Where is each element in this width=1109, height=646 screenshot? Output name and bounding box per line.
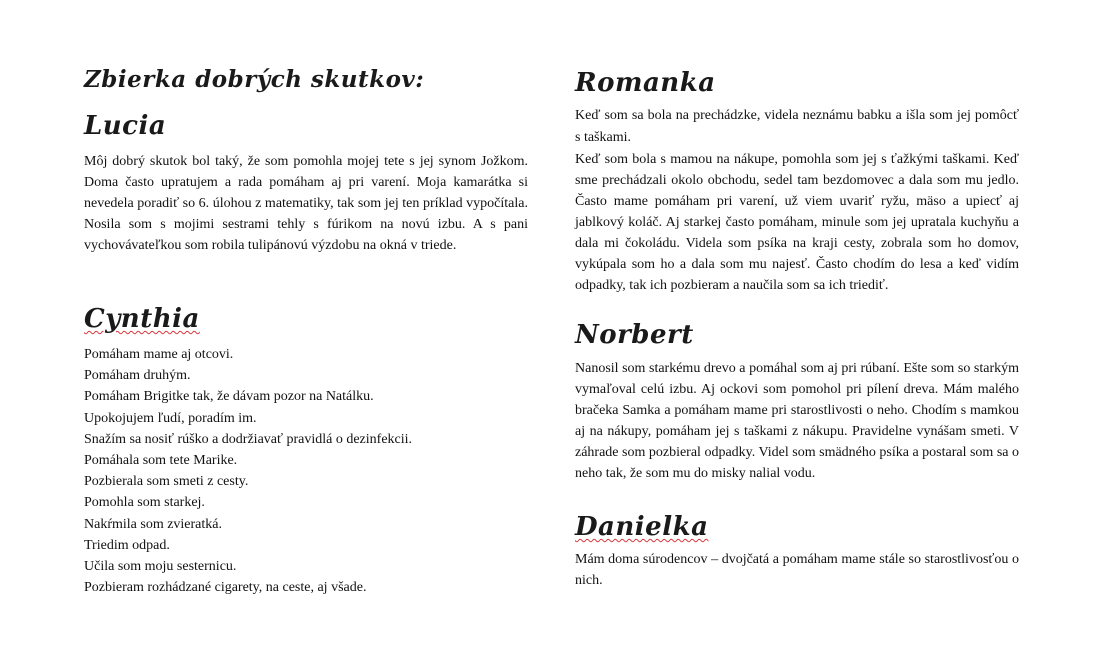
list-item: Pozbieram rozhádzané cigarety, na ceste, aj všade.: [84, 580, 367, 596]
cynthia-list: [84, 344, 528, 598]
section-heading-lucia: Lucia: [84, 111, 167, 141]
list-item: Upokojujem ľudí, poradím im.: [84, 410, 257, 426]
list-item: Pomáhala som tete Marike.: [84, 453, 238, 469]
section-heading-danielka: Danielka: [575, 512, 709, 542]
section-heading-cynthia: Cynthia: [84, 304, 200, 334]
list-item: Učila som moju sesternicu.: [84, 559, 237, 575]
list-item: Pozbierala som smeti z cesty.: [84, 474, 249, 490]
document-title: Zbierka dobrých skutkov:: [84, 66, 425, 93]
list-item: Triedim odpad.: [84, 537, 170, 553]
section-text-romanka-1: Keď som sa bola na prechádzke, videla neznámu babku a išla som jej pomôcť s taškami.: [575, 108, 1019, 145]
section-text-danielka: Mám doma súrodencov – dvojčatá a pomáham mame stále so starostlivosťou o nich.: [575, 552, 1019, 588]
list-item: Pomohla som starkej.: [84, 495, 205, 511]
section-heading-romanka: Romanka: [575, 68, 716, 98]
list-item: Pomáham mame aj otcovi.: [84, 347, 234, 362]
section-text-norbert: Nanosil som starkému drevo a pomáhal som aj pri rúbaní. Ešte som so starkým vymaľoval celú izbu. Aj ockovi som pomohol pri pílení dreva. Mám malého bračeka Samka a pomáham mame pri starostlivosti o neho. Chodím s mamkou aj na nákupy, pomáham jej s taškami z nákupu. Pravidelne vynášam smeti. V záhrade som pozbieral odpadky. Videl som smädného psíka a postaral som sa o neho tak, že som mu do misky nalial vodu.: [575, 361, 1019, 481]
list-item: Nakŕmila som zvieratká.: [84, 516, 223, 532]
section-text-lucia: Môj dobrý skutok bol taký, že som pomohla mojej tete s jej synom Jožkom. Doma často upratujem a rada pomáham aj pri varení. Moja kamarátka si nevedela poradiť so 6. úlohou z matematiky, tak som jej ten príklad vypočítala. Nosila som s mojimi sestrami tehly s fúrikom na novú izbu. A s pani vychovávateľkou som robila tulipánovú výzdobu na okná v triede.: [84, 154, 528, 253]
list-item: Pomáham Brigitke tak, že dávam pozor na Natálku.: [84, 389, 374, 405]
section-text-romanka-2: Keď som bola s mamou na nákupe, pomohla som jej s ťažkými taškami. Keď sme prechádzali okolo obchodu, sedel tam bezdomovec a dala som mu jedlo. Často mame pomáham pri varení, už viem uvariť ryžu, mäso a upiecť aj jablkový koláč. Aj starkej často pomáham, minule som jej upratala kuchyňu a dala mi čokoládu. Videla som psíka na kraji cesty, zobrala som ho domov, vykúpala som ho a dala som mu najesť. Často chodím do lesa a keď vidím odpadky, tak ich pozbieram a naučila som sa ich triediť.: [575, 152, 1019, 293]
list-item: Snažím sa nosiť rúško a dodržiavať pravidlá o dezinfekcii.: [84, 431, 413, 447]
list-item: Pomáham druhým.: [84, 368, 191, 384]
section-heading-norbert: Norbert: [575, 320, 694, 350]
